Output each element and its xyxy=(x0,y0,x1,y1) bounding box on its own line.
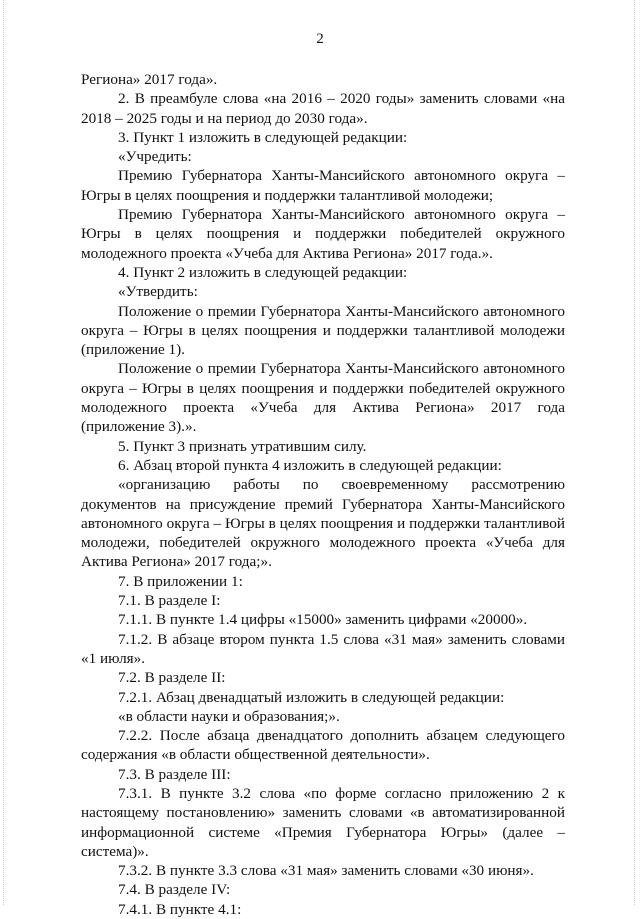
paragraph: 7.2.2. После абзаца двенадцатого дополнить абзацем следующего содержания «в области общественной деятельности». xyxy=(81,727,565,764)
paragraph: «организацию работы по своевременному рассмотрению документов на присуждение премий Губернатора Ханты-Мансийского автономного округа – Югры в целях поощрения и поддержки талантливой молодежи, победителей окружного молодежного проекта «Учеба для Актива Региона» 2017 года;». xyxy=(81,476,565,571)
paragraph: 7. В приложении 1: xyxy=(118,572,243,590)
paragraph: 6. Абзац второй пункта 4 изложить в следующей редакции: xyxy=(118,456,502,474)
scan-edge-right xyxy=(634,0,635,905)
paragraph: 3. Пункт 1 изложить в следующей редакции: xyxy=(118,128,408,146)
paragraph: «Утвердить: xyxy=(118,283,198,301)
paragraph: 7.3.2. В пункте 3.3 слова «31 мая» заменить словами «30 июня». xyxy=(118,862,534,880)
paragraph: 7.1.1. В пункте 1.4 цифры «15000» заменить цифрами «20000». xyxy=(118,611,528,629)
page-number: 2 xyxy=(316,31,324,47)
paragraph: 7.1.2. В абзаце втором пункта 1.5 слова «31 мая» заменить словами «1 июля». xyxy=(81,630,565,667)
paragraph: Премию Губернатора Ханты-Мансийского автономного округа – Югры в целях поощрения и поддержки победителей окружного молодежного проекта «Учеба для Актива Региона» 2017 года.». xyxy=(81,206,565,262)
scan-edge-left xyxy=(3,0,4,905)
paragraph: 4. Пункт 2 изложить в следующей редакции: xyxy=(118,263,408,281)
paragraph: «в области науки и образования;». xyxy=(118,707,340,725)
paragraph: Премию Губернатора Ханты-Мансийского автономного округа – Югры в целях поощрения и поддержки талантливой молодежи; xyxy=(81,167,565,204)
document-body xyxy=(81,70,565,919)
paragraph: 7.4. В разделе IV: xyxy=(118,881,231,899)
paragraph: 7.2.1. Абзац двенадцатый изложить в следующей редакции: xyxy=(118,688,505,706)
paragraph: 2. В преамбуле слова «на 2016 – 2020 годы» заменить словами «на 2018 – 2025 годы и на период до 2030 года». xyxy=(81,90,565,127)
paragraph: 5. Пункт 3 признать утратившим силу. xyxy=(118,437,367,455)
paragraph: 7.2. В разделе II: xyxy=(118,669,226,687)
paragraph: 7.3.1. В пункте 3.2 слова «по форме согласно приложению 2 к настоящему постановлению» заменить словами «в автоматизированной информационной системе «Премия Губернатора Югры» (далее – система)». xyxy=(81,784,565,860)
paragraph: Региона» 2017 года». xyxy=(81,71,218,88)
paragraph: 7.4.1. В пункте 4.1: xyxy=(118,900,242,918)
paragraph: «Учредить: xyxy=(118,148,192,166)
paragraph: Положение о премии Губернатора Ханты-Мансийского автономного округа – Югры в целях поощрения и поддержки победителей окружного молодежного проекта «Учеба для Актива Региона» 2017 года (приложение 3).». xyxy=(81,360,565,436)
paragraph: Положение о премии Губернатора Ханты-Мансийского автономного округа – Югры в целях поощрения и поддержки талантливой молодежи (приложение 1). xyxy=(81,302,565,359)
paragraph: 7.3. В разделе III: xyxy=(118,765,231,783)
paragraph: 7.1. В разделе I: xyxy=(118,592,221,610)
